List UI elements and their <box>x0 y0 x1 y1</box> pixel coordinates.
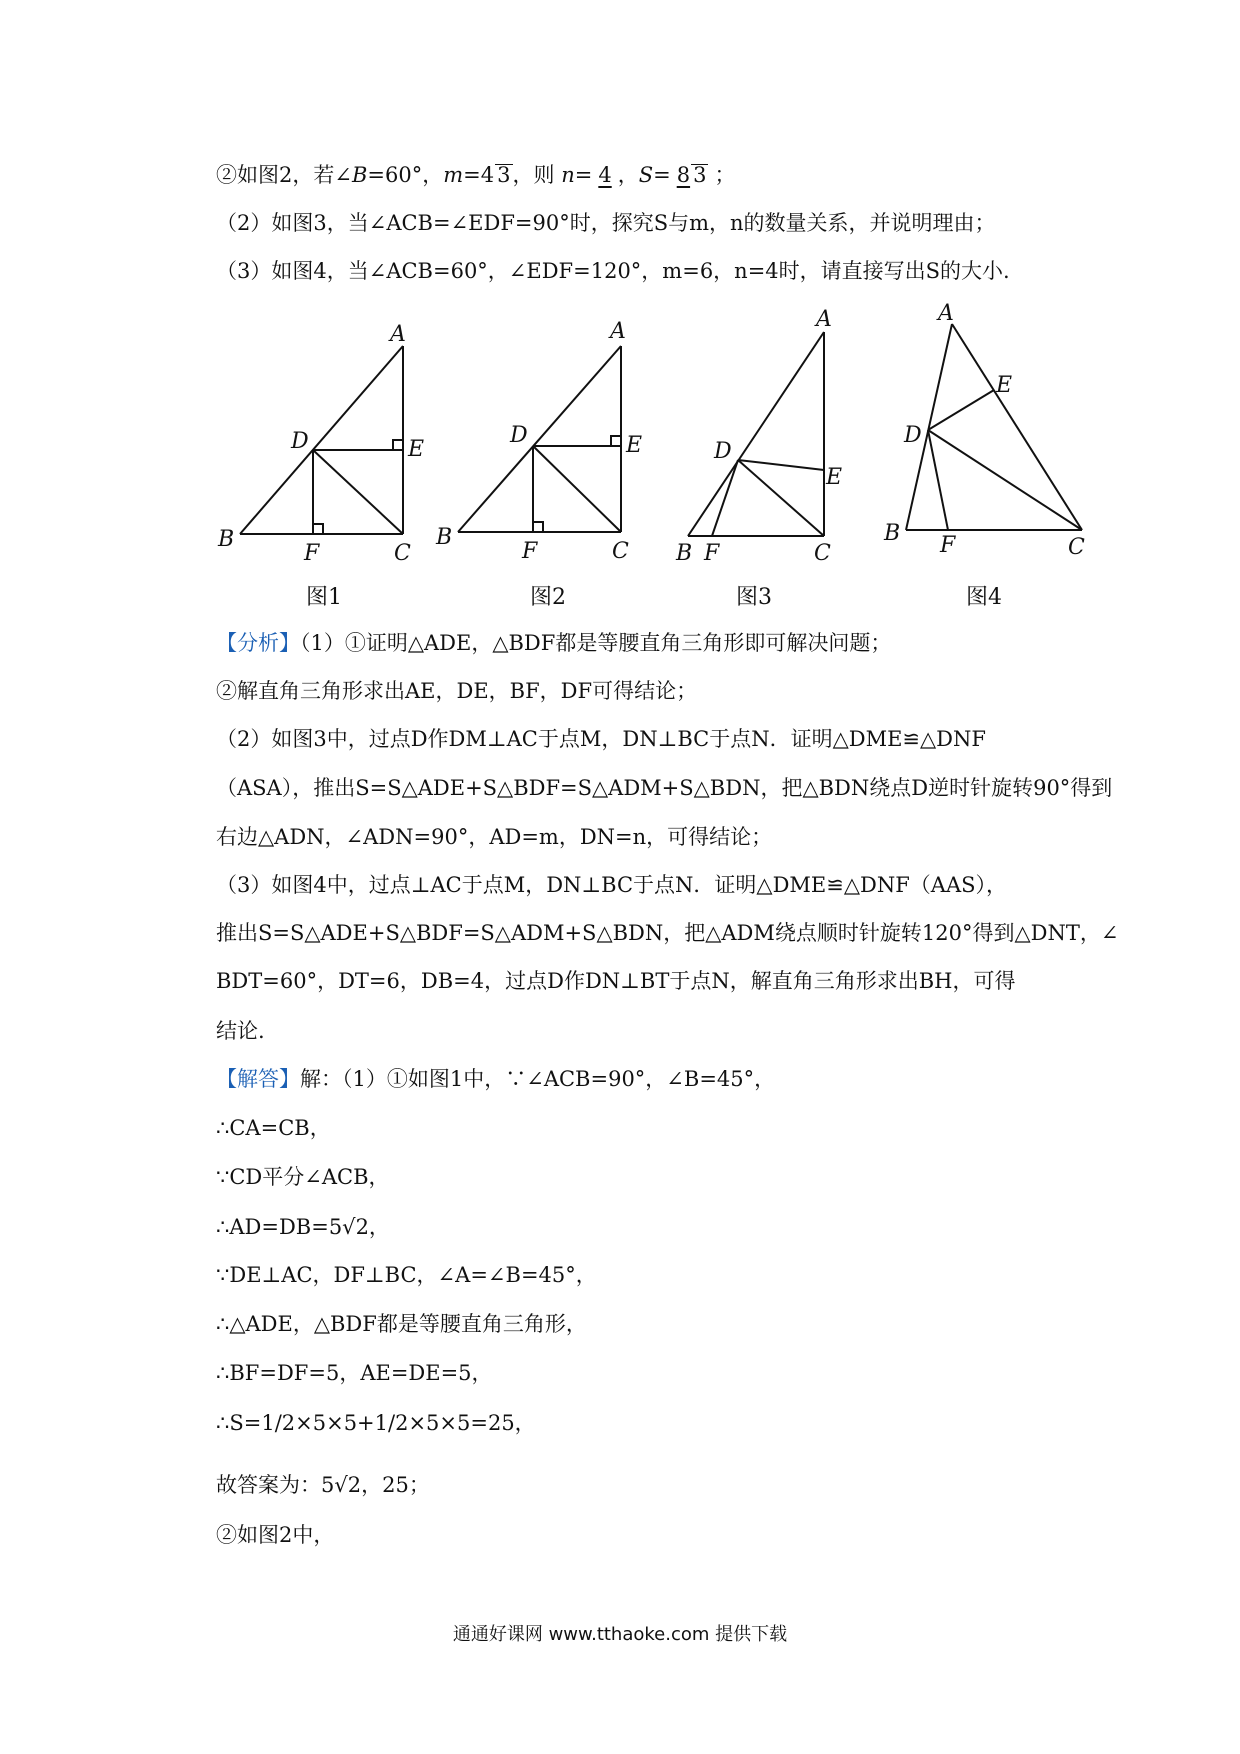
problem-q1b: ②如图2，若∠B=60°，m=4 3，则 n= 4 ，S= 8 3 ； <box>216 163 736 187</box>
fig2-label-f: F <box>522 539 538 564</box>
fig4-label-f: F <box>940 533 956 558</box>
solution-line-9: 故答案为：5√2，25； <box>216 1473 430 1497</box>
analysis-line-3: （2）如图3中，过点D作DM⊥AC于点M，DN⊥BC于点N．证明△DME≌△DNF <box>216 727 986 751</box>
fig3-label-f: F <box>704 541 720 566</box>
solution-line-6: ∴△ADE，△BDF都是等腰直角三角形， <box>216 1312 587 1336</box>
problem-q2: （2）如图3，当∠ACB=∠EDF=90°时，探究S与m，n的数量关系，并说明理由； <box>216 211 996 235</box>
fig4-label-b: B <box>884 521 901 546</box>
analysis-line-9: 结论. <box>216 1019 265 1043</box>
fig1-label-e: E <box>408 437 425 462</box>
fig2-label-e: E <box>626 433 643 458</box>
solution-line-2: ∴CA=CB， <box>216 1116 331 1140</box>
figure-caption-1: 图1 <box>306 585 342 610</box>
fig1-label-d: D <box>291 429 309 454</box>
fig2-label-b: B <box>436 525 453 550</box>
page-footer: 通通好课网 www.tthaoke.com 提供下载 <box>452 1624 788 1645</box>
fig1-label-c: C <box>394 541 411 566</box>
solution-line-4: ∴AD=DB=5√2， <box>216 1215 390 1239</box>
analysis-line-1 <box>216 628 1056 658</box>
analysis-tag: 【分析】 <box>216 631 300 655</box>
solution-line-10: ②如图2中， <box>216 1523 335 1547</box>
figure-caption-2: 图2 <box>530 585 566 610</box>
fig3-label-d: D <box>714 439 732 464</box>
solution-line-7: ∴BF=DF=5，AE=DE=5， <box>216 1361 493 1385</box>
figure-caption-4: 图4 <box>966 585 1002 610</box>
fig2-label-a: A <box>610 319 626 344</box>
analysis-line-4: （ASA），推出S=S△ADE+S△BDF=S△ADM+S△BDN，把△BDN绕点D逆时针旋转90°得到 <box>216 776 1113 800</box>
fig3-label-c: C <box>814 541 831 566</box>
fig4-label-d: D <box>904 423 922 448</box>
figures-row <box>0 296 1240 616</box>
analysis-line-8: BDT=60°，DT=6，DB=4，过点D作DN⊥BT于点N，解直角三角形求出BH，可得 <box>216 969 1016 993</box>
fig4-label-a: A <box>938 301 954 326</box>
solution-text-1: 解：（1）①如图1中，∵∠ACB=90°，∠B=45°， <box>300 1067 776 1091</box>
fig1-label-a: A <box>390 322 406 347</box>
analysis-text-1: （1）①证明△ADE，△BDF都是等腰直角三角形即可解决问题； <box>300 631 892 655</box>
solution-line-3: ∵CD平分∠ACB， <box>216 1165 390 1189</box>
solution-line-5: ∵DE⊥AC，DF⊥BC，∠A=∠B=45°， <box>216 1263 597 1287</box>
solution-line-1 <box>216 1064 1056 1094</box>
fig3-label-e: E <box>826 465 843 490</box>
analysis-line-7: 推出S=S△ADE+S△BDF=S△ADM+S△BDN，把△ADM绕点顺时针旋转120°得到△DNT，∠ <box>216 921 1119 945</box>
solution-tag: 【解答】 <box>216 1067 300 1091</box>
figure-3 <box>688 332 824 536</box>
figure-caption-3: 图3 <box>736 585 772 610</box>
fig2-label-d: D <box>510 423 528 448</box>
fig2-label-c: C <box>612 539 629 564</box>
figure-2 <box>458 346 621 532</box>
problem-q3: （3）如图4，当∠ACB=60°，∠EDF=120°，m=6，n=4时，请直接写出S的大小. <box>216 259 1010 283</box>
analysis-line-6: （3）如图4中，过点⊥AC于点M，DN⊥BC于点N．证明△DME≌△DNF（AAS）， <box>216 873 1007 897</box>
analysis-line-2: ②解直角三角形求出AE，DE，BF，DF可得结论； <box>216 679 698 703</box>
geometry-figures <box>0 296 1240 616</box>
fig3-label-b: B <box>676 541 693 566</box>
figure-4 <box>906 324 1082 530</box>
fig3-label-a: A <box>816 307 832 332</box>
fig4-label-e: E <box>996 373 1013 398</box>
fig1-label-f: F <box>304 541 320 566</box>
fig1-label-b: B <box>218 527 235 552</box>
fig4-label-c: C <box>1068 535 1085 560</box>
figure-1 <box>240 346 403 534</box>
analysis-line-5: 右边△ADN，∠ADN=90°，AD=m，DN=n，可得结论； <box>216 825 773 849</box>
solution-line-8: ∴S=1/2×5×5+1/2×5×5=25， <box>216 1411 536 1435</box>
